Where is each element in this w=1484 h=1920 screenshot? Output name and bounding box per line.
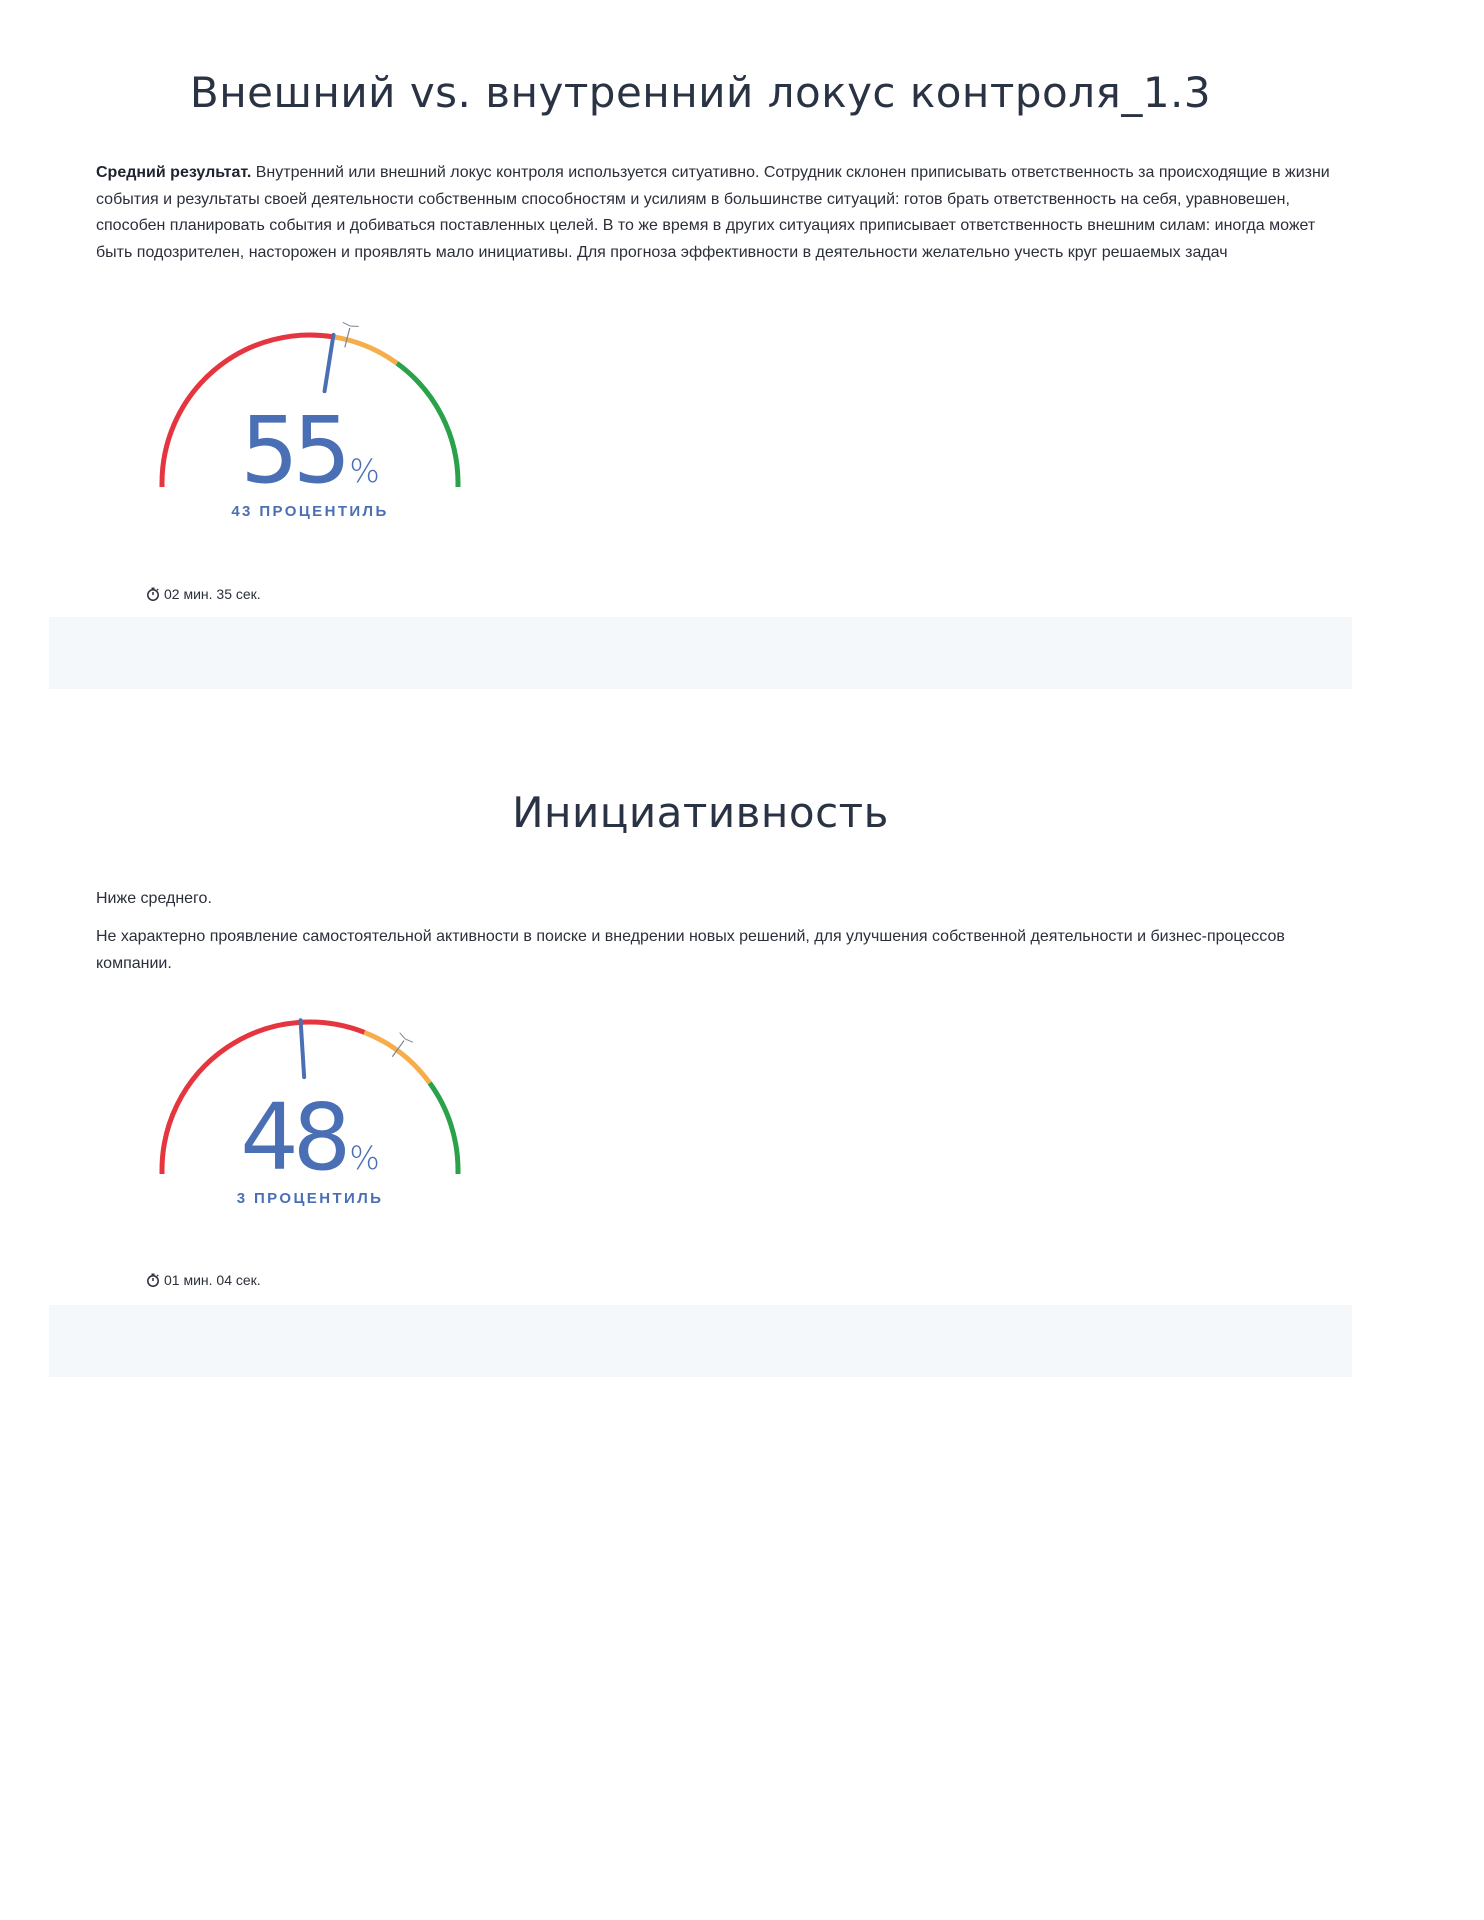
- time-spent: [146, 586, 261, 602]
- section-title: Внешний vs. внутренний локус контроля_1.3: [189, 68, 1212, 117]
- section-footer-bar: [49, 1305, 1352, 1377]
- gauge-needle: [301, 1020, 305, 1077]
- time-label: 02 мин. 35 сек.: [164, 586, 261, 602]
- description-bold: Средний результат.: [96, 164, 252, 181]
- gauge-value: [140, 397, 480, 504]
- section-description: Не характерно проявление самостоятельной активности в поиске и внедрении новых решений, для улучшения собственной деятельности и бизнес-процессов компании.: [96, 928, 1285, 972]
- gauge-number: 55: [240, 397, 346, 504]
- gauge-percent-sign: %: [349, 1139, 380, 1177]
- norm-marker-fork-left: [400, 1033, 406, 1039]
- gauge-arc-orange: [333, 337, 397, 363]
- score-gauge: [140, 315, 480, 545]
- stopwatch-icon: [146, 1273, 160, 1287]
- section-footer-bar: [49, 617, 1352, 689]
- gauge-percentile: 3 ПРОЦЕНТИЛЬ: [236, 1190, 384, 1207]
- section-summary: Ниже среднего.: [96, 890, 212, 907]
- gauge-number: 48: [240, 1084, 346, 1191]
- stopwatch-icon: [146, 587, 160, 601]
- norm-marker-fork-right: [405, 1039, 413, 1042]
- section-description: [96, 160, 1336, 266]
- gauge-value: [140, 1084, 480, 1191]
- gauge-needle: [325, 335, 334, 391]
- gauge-arc-orange: [364, 1032, 429, 1083]
- gauge-percentile: 43 ПРОЦЕНТИЛЬ: [231, 503, 389, 520]
- score-gauge: [140, 1002, 480, 1232]
- gauge-percent-sign: %: [349, 452, 380, 490]
- time-spent: [146, 1272, 261, 1288]
- section-title: Инициативность: [512, 788, 889, 837]
- description-text: Внутренний или внешний локус контроля используется ситуативно. Сотрудник склонен приписывать ответственность за происходящие в жизни события и результаты своей деятельности собственным способностям и усилиям в большинстве ситуаций: готов брать ответственность на себя, уравновешен, способен планировать события и добиваться поставленных целей. В то же время в других ситуациях приписывает ответственность внешним силам: иногда может быть подозрителен, насторожен и проявлять мало инициативы. Для прогноза эффективности в деятельности желательно учесть круг решаемых задач: [96, 164, 1330, 261]
- time-label: 01 мин. 04 сек.: [164, 1272, 261, 1288]
- norm-marker-fork-left: [343, 322, 351, 326]
